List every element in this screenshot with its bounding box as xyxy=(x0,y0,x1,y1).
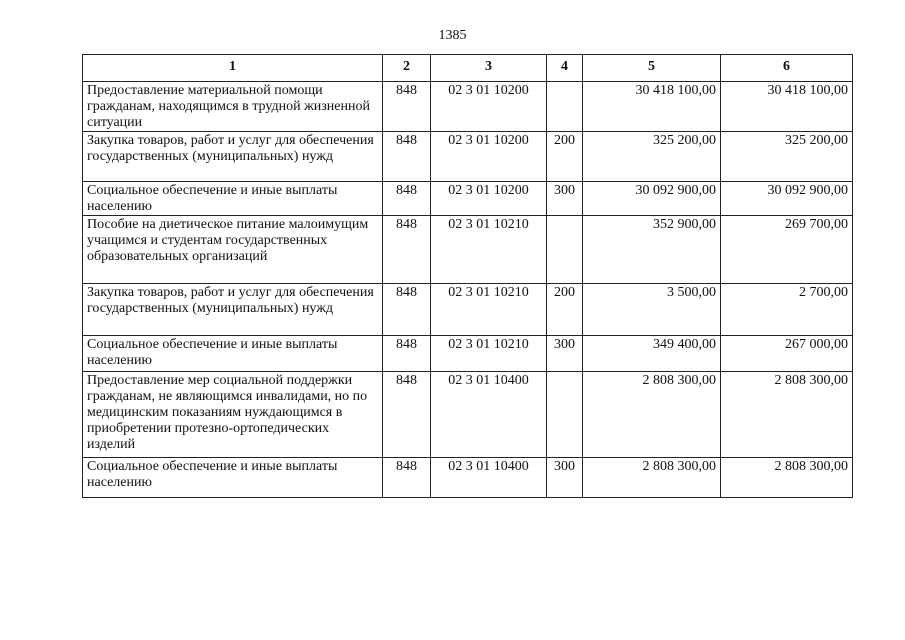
header-col-5: 5 xyxy=(583,55,721,82)
table-row xyxy=(83,216,853,284)
row-csr: 02 3 01 10200 xyxy=(431,82,547,132)
table-row xyxy=(83,132,853,182)
row-csr: 02 3 01 10200 xyxy=(431,132,547,182)
row-csr: 02 3 01 10210 xyxy=(431,284,547,336)
row-code: 848 xyxy=(383,458,431,498)
row-code: 848 xyxy=(383,216,431,284)
row-code: 848 xyxy=(383,284,431,336)
table-row xyxy=(83,372,853,458)
row-sum-2: 325 200,00 xyxy=(721,132,853,182)
row-csr: 02 3 01 10400 xyxy=(431,458,547,498)
row-csr: 02 3 01 10400 xyxy=(431,372,547,458)
row-vr: 200 xyxy=(547,132,583,182)
row-name: Социальное обеспечение и иные выплаты населению xyxy=(83,182,383,216)
row-name: Социальное обеспечение и иные выплаты населению xyxy=(83,336,383,372)
row-sum-2: 2 700,00 xyxy=(721,284,853,336)
row-sum-2: 2 808 300,00 xyxy=(721,458,853,498)
row-vr: 200 xyxy=(547,284,583,336)
row-vr xyxy=(547,82,583,132)
row-code: 848 xyxy=(383,182,431,216)
row-vr: 300 xyxy=(547,336,583,372)
table-row xyxy=(83,458,853,498)
row-name: Предоставление мер социальной поддержки гражданам, не являющимся инвалидами, но по медицинским показаниям нуждающимся в приобретении протезно-ортопедических изделий xyxy=(83,372,383,458)
row-sum-1: 30 092 900,00 xyxy=(583,182,721,216)
header-col-3: 3 xyxy=(431,55,547,82)
row-name: Предоставление материальной помощи гражданам, находящимся в трудной жизненной ситуации xyxy=(83,82,383,132)
row-vr xyxy=(547,216,583,284)
row-sum-2: 269 700,00 xyxy=(721,216,853,284)
row-code: 848 xyxy=(383,336,431,372)
row-sum-1: 30 418 100,00 xyxy=(583,82,721,132)
row-code: 848 xyxy=(383,132,431,182)
row-sum-1: 2 808 300,00 xyxy=(583,372,721,458)
table-row xyxy=(83,336,853,372)
budget-table xyxy=(82,54,853,498)
row-name: Социальное обеспечение и иные выплаты населению xyxy=(83,458,383,498)
row-sum-2: 2 808 300,00 xyxy=(721,372,853,458)
table-row xyxy=(83,182,853,216)
row-code: 848 xyxy=(383,372,431,458)
row-sum-1: 2 808 300,00 xyxy=(583,458,721,498)
row-sum-2: 267 000,00 xyxy=(721,336,853,372)
row-sum-1: 325 200,00 xyxy=(583,132,721,182)
row-vr: 300 xyxy=(547,182,583,216)
header-col-4: 4 xyxy=(547,55,583,82)
row-code: 848 xyxy=(383,82,431,132)
row-vr: 300 xyxy=(547,458,583,498)
table-header-row xyxy=(83,55,853,82)
row-name: Закупка товаров, работ и услуг для обеспечения государственных (муниципальных) нужд xyxy=(83,284,383,336)
header-col-6: 6 xyxy=(721,55,853,82)
row-vr xyxy=(547,372,583,458)
table-row xyxy=(83,284,853,336)
row-name: Пособие на диетическое питание малоимущим учащимся и студентам государственных образовательных организаций xyxy=(83,216,383,284)
row-sum-2: 30 418 100,00 xyxy=(721,82,853,132)
table-row xyxy=(83,82,853,132)
page-number: 1385 xyxy=(438,28,467,43)
row-sum-1: 3 500,00 xyxy=(583,284,721,336)
row-sum-1: 352 900,00 xyxy=(583,216,721,284)
row-csr: 02 3 01 10200 xyxy=(431,182,547,216)
row-sum-2: 30 092 900,00 xyxy=(721,182,853,216)
row-csr: 02 3 01 10210 xyxy=(431,216,547,284)
row-sum-1: 349 400,00 xyxy=(583,336,721,372)
header-col-2: 2 xyxy=(383,55,431,82)
row-name: Закупка товаров, работ и услуг для обеспечения государственных (муниципальных) нужд xyxy=(83,132,383,182)
row-csr: 02 3 01 10210 xyxy=(431,336,547,372)
header-col-1: 1 xyxy=(83,55,383,82)
